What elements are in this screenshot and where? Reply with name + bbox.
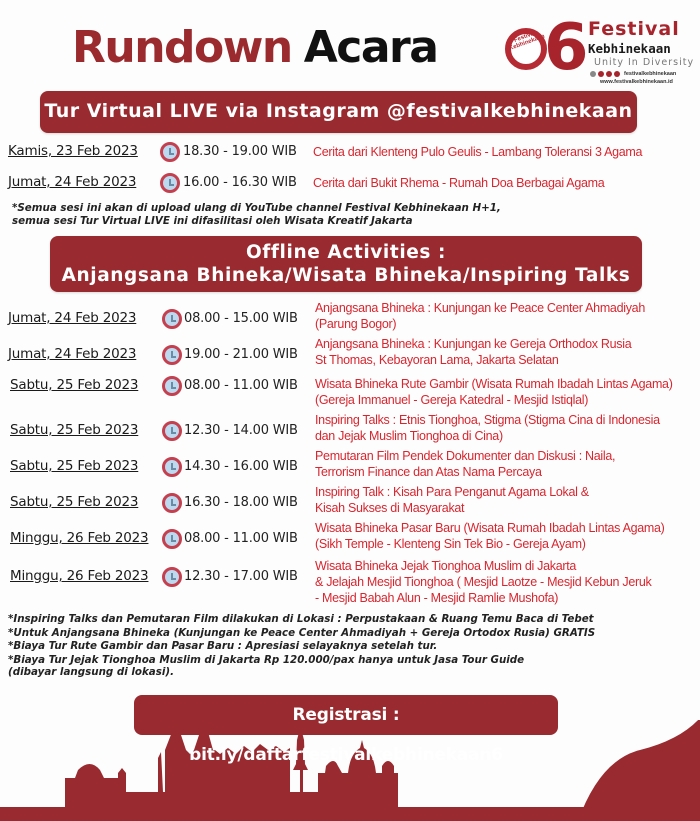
activity-line: Inspiring Talks : Etnis Tionghoa, Stigma (Stigma Cina di Indonesia <box>315 413 660 427</box>
activity-line: (Sikh Temple - Klenteng Sin Tek Bio - Gereja Ayam) <box>315 537 586 551</box>
row-date: Jumat, 24 Feb 2023 <box>8 310 137 326</box>
virtual-tour-banner: Tur Virtual LIVE via Instagram @festivalkebhinekaan <box>40 91 637 133</box>
clock-icon <box>162 529 182 549</box>
note-line: *Semua sesi ini akan di upload ulang di YouTube channel Festival Kebhinekaan H+1, <box>12 202 501 214</box>
web-icon <box>614 71 620 77</box>
activity-line: & Jelajah Mesjid Tionghoa ( Mesjid Laotze - Mesjid Kebun Jeruk <box>315 575 652 589</box>
activity-line: Wisata Bhineka Rute Gambir (Wisata Rumah Ibadah Lintas Agama) <box>315 377 673 391</box>
row-date: Sabtu, 25 Feb 2023 <box>10 494 139 510</box>
row-time: 12.30 - 14.00 WIB <box>184 423 298 438</box>
page-title <box>72 20 437 76</box>
row-time: 14.30 - 16.00 WIB <box>184 459 298 474</box>
social-row <box>590 71 676 77</box>
logo-line1: Festival <box>588 18 680 40</box>
row-time: 18.30 - 19.00 WIB <box>183 144 297 159</box>
row-date: Jumat, 24 Feb 2023 <box>8 346 137 362</box>
row-time: 16.00 - 16.30 WIB <box>183 175 297 190</box>
row-date: Kamis, 23 Feb 2023 <box>8 143 138 159</box>
activity-line: Terrorism Finance dan Atas Nama Percaya <box>315 465 542 479</box>
activity-line: Pemutaran Film Pendek Dokumenter dan Diskusi : Naila, <box>315 449 616 463</box>
ring-label: Festival Kebhinekaan <box>508 30 546 53</box>
banner-line2: Anjangsana Bhineka/Wisata Bhineka/Inspiring Talks <box>61 265 631 286</box>
row-activity <box>315 558 651 606</box>
activity-line: Cerita dari Klenteng Pulo Geulis - Lambang Toleransi 3 Agama <box>313 145 643 159</box>
activity-line: Inspiring Talk : Kisah Para Penganut Agama Lokal & <box>315 485 589 499</box>
row-time: 16.30 - 18.00 WIB <box>184 495 298 510</box>
registration-button[interactable]: Registrasi : bit.ly/daftarfestivalkebhinekaan6 <box>134 695 558 735</box>
clock-icon <box>162 345 182 365</box>
row-activity <box>315 520 665 552</box>
clock-icon <box>160 173 180 193</box>
note-line: *Biaya Tur Jejak Tionghoa Muslim di Jakarta Rp 120.000/pax hanya untuk Jasa Tour Guide <box>8 653 525 666</box>
clock-icon <box>162 493 182 513</box>
clock-icon <box>162 457 182 477</box>
title-rundown: Rundown <box>72 22 292 73</box>
row-time: 12.30 - 17.00 WIB <box>184 569 298 584</box>
facebook-icon <box>606 71 612 77</box>
note-line: *Biaya Tur Rute Gambir dan Pasar Baru : Apresiasi selayaknya setelah tur. <box>8 640 438 652</box>
website-text: www.festivalkebhinekaan.id <box>600 79 673 85</box>
virtual-note <box>12 202 501 228</box>
clock-icon <box>162 376 182 396</box>
row-time: 19.00 - 21.00 WIB <box>184 347 298 362</box>
row-activity <box>313 175 604 191</box>
title-acara: Acara <box>303 22 438 73</box>
offline-activities-banner <box>50 236 642 292</box>
row-date: Minggu, 26 Feb 2023 <box>10 568 149 584</box>
row-activity <box>315 412 660 444</box>
row-date: Minggu, 26 Feb 2023 <box>10 530 149 546</box>
row-time: 08.00 - 11.00 WIB <box>184 531 298 546</box>
row-activity <box>315 484 589 516</box>
activity-line: Anjangsana Bhineka : Kunjungan ke Gereja Orthodox Rusia <box>315 337 632 351</box>
activity-line: Kisah Sukses di Masyarakat <box>315 501 465 515</box>
row-date: Sabtu, 25 Feb 2023 <box>10 458 139 474</box>
note-line: (dibayar langsung di lokasi). <box>8 665 175 678</box>
row-time: 08.00 - 15.00 WIB <box>184 311 298 326</box>
clock-icon <box>162 421 182 441</box>
clock-icon <box>162 309 182 329</box>
activity-line: dan Jejak Muslim Tionghoa di Cina) <box>315 429 503 443</box>
row-activity <box>315 376 673 408</box>
youtube-icon <box>598 71 604 77</box>
edition-number: 6 <box>544 11 589 85</box>
row-time: 08.00 - 11.00 WIB <box>184 378 298 393</box>
clock-icon <box>162 567 182 587</box>
offline-notes <box>8 613 595 678</box>
activity-line: Anjangsana Bhineka : Kunjungan ke Peace Center Ahmadiyah <box>315 301 645 315</box>
logo-tagline: Unity In Diversity <box>594 57 695 68</box>
activity-line: Cerita dari Bukit Rhema - Rumah Doa Berbagai Agama <box>313 176 605 190</box>
clock-icon <box>160 142 180 162</box>
row-activity <box>315 300 645 332</box>
row-activity <box>313 144 642 160</box>
row-date: Sabtu, 25 Feb 2023 <box>10 422 139 438</box>
activity-line: Wisata Bhineka Jejak Tionghoa Muslim di Jakarta <box>315 559 577 573</box>
row-date: Jumat, 24 Feb 2023 <box>8 174 137 190</box>
activity-line: Wisata Bhineka Pasar Baru (Wisata Rumah Ibadah Lintas Agama) <box>315 521 665 535</box>
activity-line: (Gereja Immanuel - Gereja Katedral - Mesjid Istiqlal) <box>315 393 589 407</box>
note-line: *Untuk Anjangsana Bhineka (Kunjungan ke Peace Center Ahmadiyah + Gereja Ortodox Rusia) GRATIS <box>8 626 596 639</box>
row-date: Sabtu, 25 Feb 2023 <box>10 377 139 393</box>
activity-line: - Mesjid Babah Alun - Mesjid Ramlie Mushofa) <box>315 591 559 605</box>
logo-line2: Kebhinekaan <box>588 41 671 56</box>
activity-line: St Thomas, Kebayoran Lama, Jakarta Selatan <box>315 353 559 367</box>
social-handle: festivalkebhinekaan <box>624 71 677 77</box>
activity-line: (Parung Bogor) <box>315 317 397 331</box>
row-activity <box>315 336 631 368</box>
note-line: semua sesi Tur Virtual LIVE ini difasilitasi oleh Wisata Kreatif Jakarta <box>12 215 413 227</box>
instagram-icon <box>590 71 596 77</box>
note-line: *Inspiring Talks dan Pemutaran Film dilakukan di Lokasi : Perpustakaan & Ruang Temu Baca di Tebet <box>8 613 594 625</box>
banner-line1: Offline Activities : <box>245 242 447 263</box>
row-activity <box>315 448 615 480</box>
